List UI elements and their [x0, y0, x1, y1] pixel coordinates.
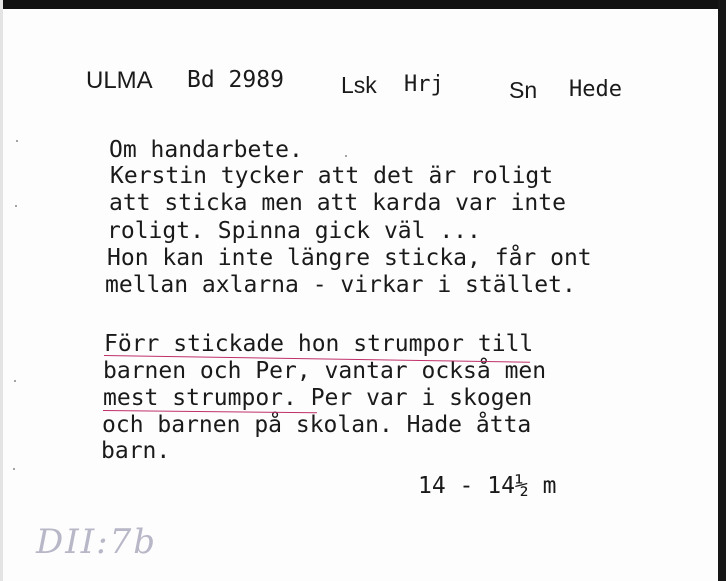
body-line: att sticka men att karda var inte	[109, 190, 566, 216]
volume-number: Bd 2989	[187, 67, 284, 93]
province-value: Hrj	[404, 72, 444, 97]
measurement-note: 14 - 14½ m	[418, 473, 557, 499]
body-line: mellan axlarna - virkar i stället.	[105, 272, 576, 298]
body-line: Kerstin tycker att det är roligt	[110, 163, 554, 189]
body-line: Hon kan inte längre sticka, får ont	[107, 245, 592, 271]
body-line: Om handarbete.	[109, 137, 303, 163]
archive-name: ULMA	[86, 67, 153, 94]
scan-speck	[15, 205, 17, 207]
body-line: roligt. Spinna gick väl ...	[107, 218, 481, 244]
scan-speck	[16, 140, 18, 142]
body-line: och barnen på skolan. Hade åtta	[102, 412, 532, 438]
pencil-signature: DII:7b	[36, 522, 157, 562]
body-line: Förr stickade hon strumpor till	[104, 331, 534, 357]
body-line: mest strumpor. Per var i skogen	[103, 385, 533, 411]
body-line: barnen och Per, vantar också men	[103, 358, 547, 384]
parish-value: Hede	[569, 77, 622, 102]
parish-label: Sn	[509, 77, 538, 103]
province-label: Lsk	[341, 72, 377, 98]
body-line: barn.	[101, 438, 171, 464]
scan-speck	[14, 380, 16, 382]
scan-speck	[13, 468, 15, 470]
scan-edge-right	[718, 0, 726, 581]
scan-edge-top	[0, 0, 726, 9]
scan-speck	[345, 155, 347, 157]
